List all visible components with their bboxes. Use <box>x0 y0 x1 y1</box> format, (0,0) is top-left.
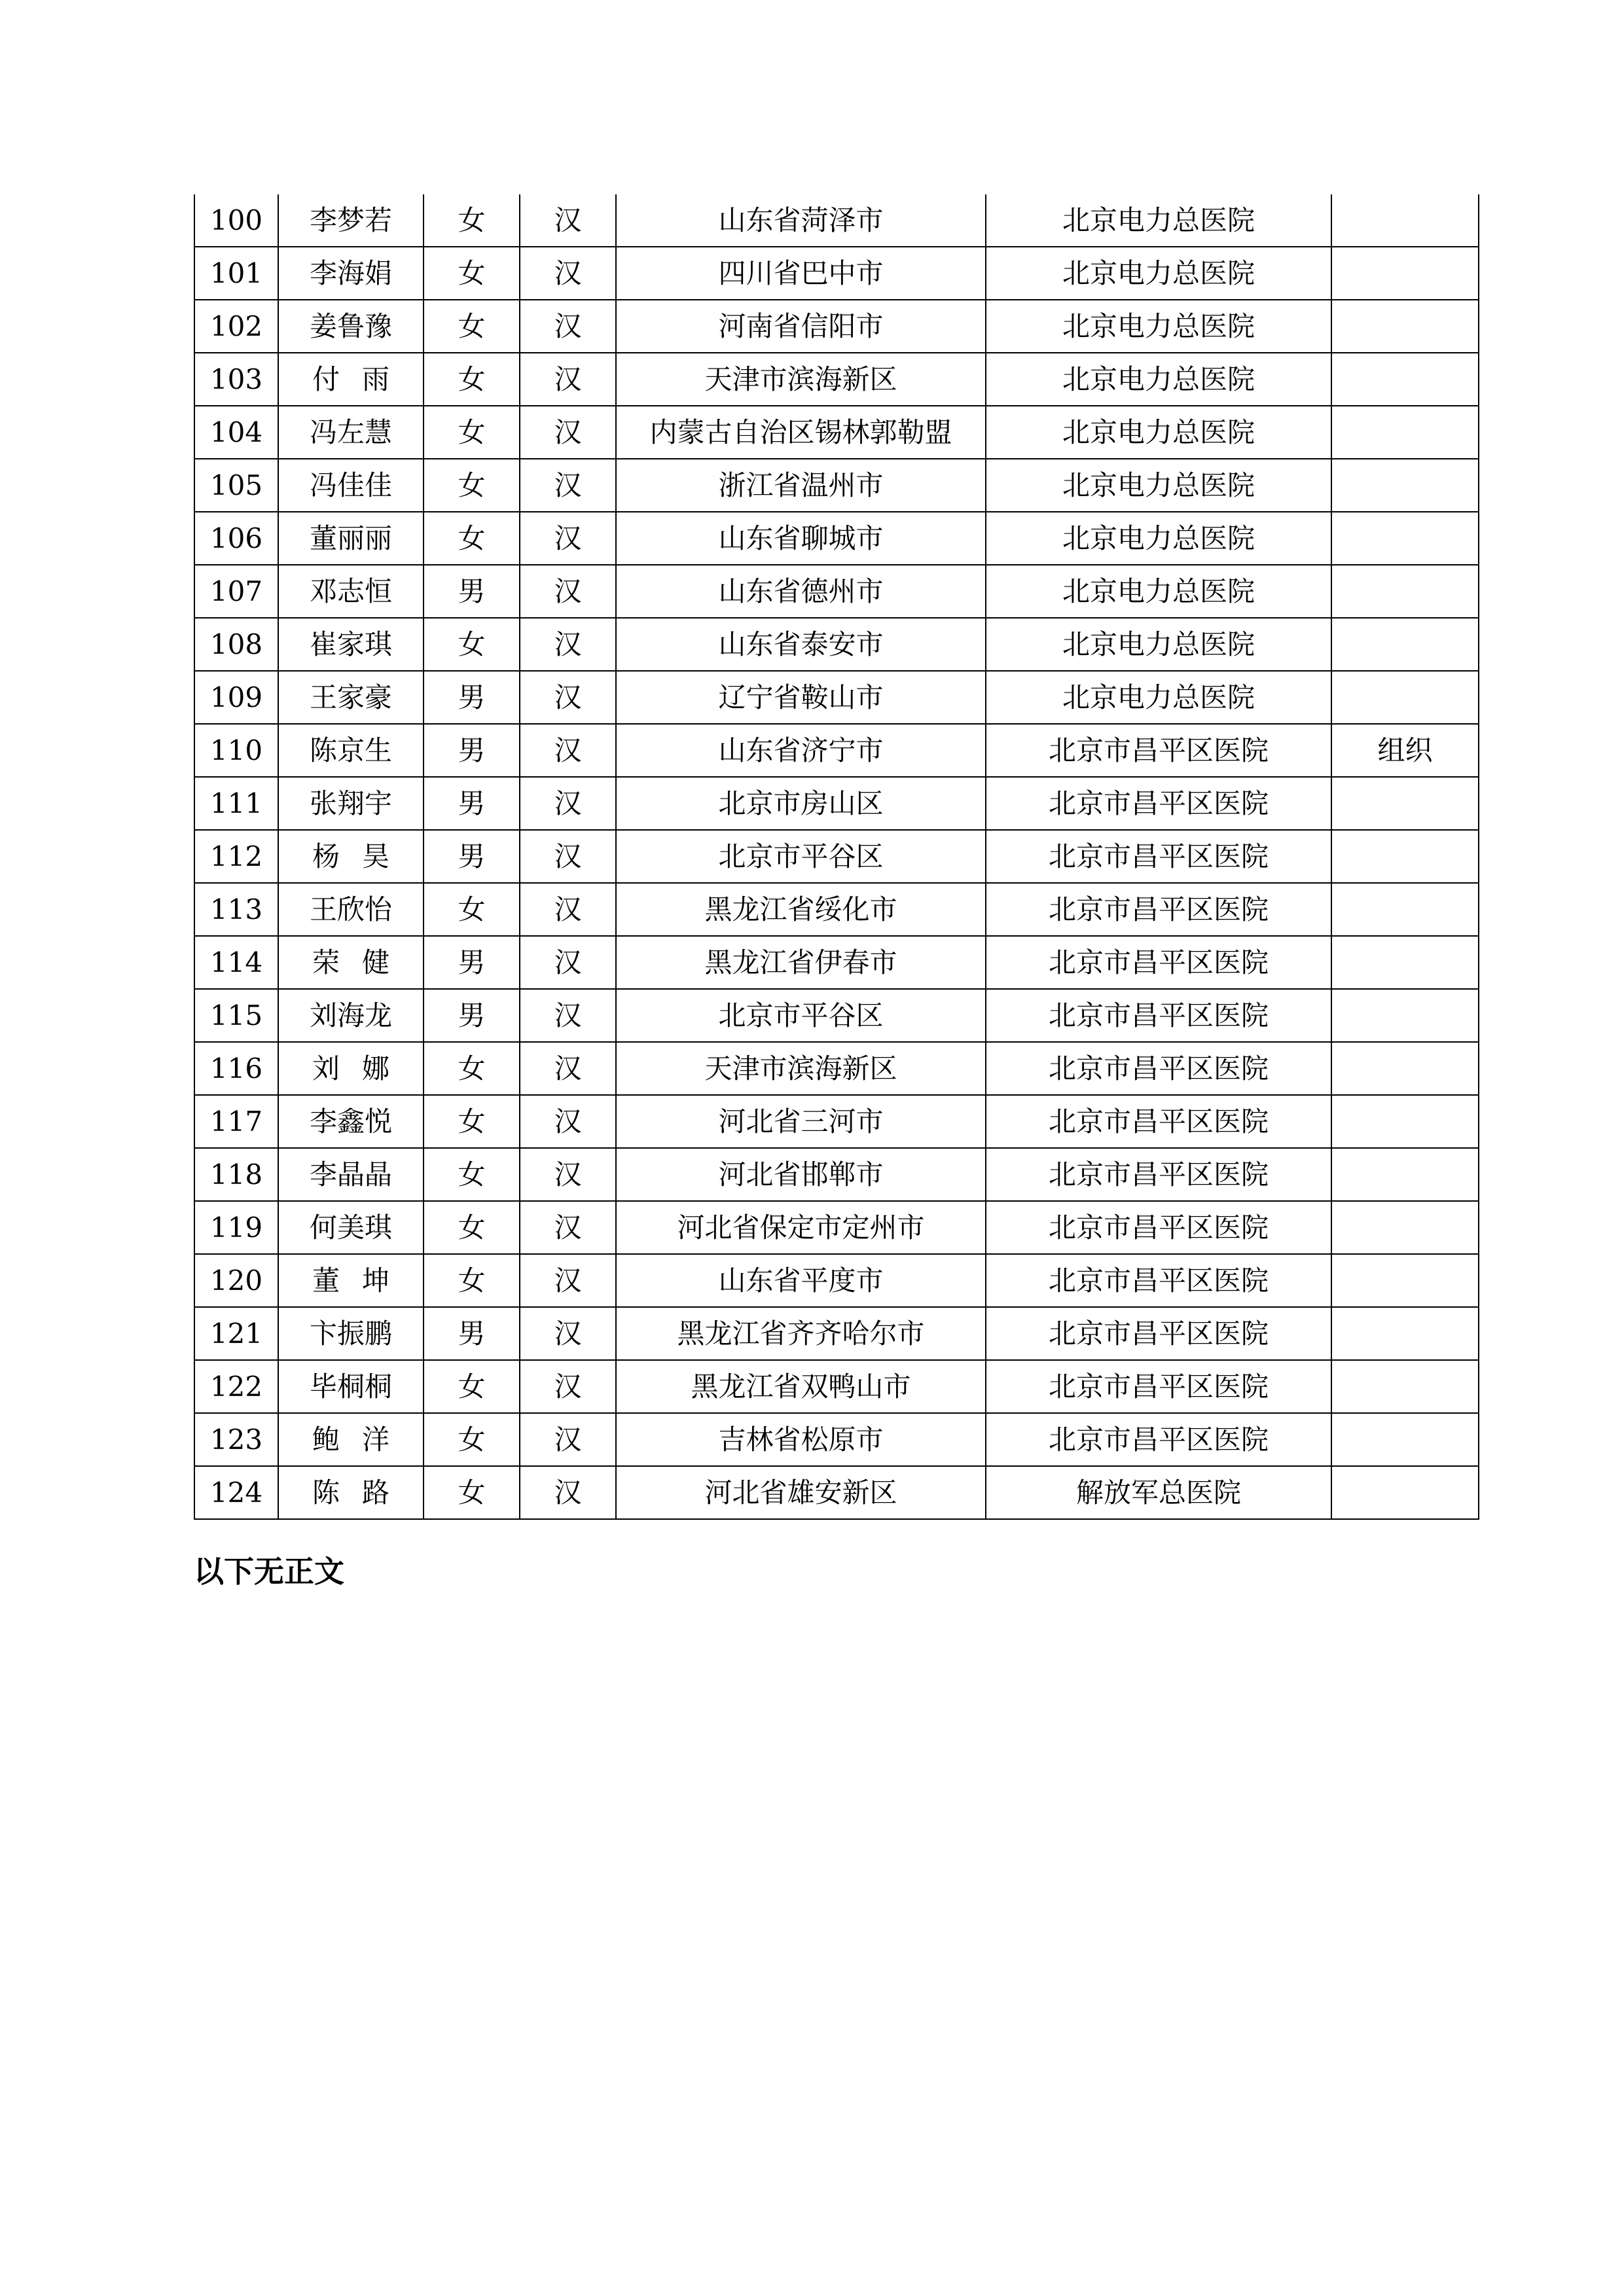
cell-number: 104 <box>194 406 278 459</box>
cell-gender: 女 <box>424 618 520 671</box>
cell-gender: 女 <box>424 247 520 300</box>
table-row <box>194 671 1479 724</box>
cell-ethnicity: 汉 <box>520 512 616 565</box>
table-row <box>194 830 1479 883</box>
cell-origin: 天津市滨海新区 <box>616 1042 986 1095</box>
cell-name: 姜鲁豫 <box>278 300 424 353</box>
cell-note <box>1331 989 1479 1042</box>
cell-note <box>1331 1360 1479 1413</box>
cell-number: 124 <box>194 1466 278 1519</box>
cell-name: 卞振鹏 <box>278 1307 424 1360</box>
cell-number: 103 <box>194 353 278 406</box>
cell-gender: 女 <box>424 1095 520 1148</box>
cell-gender: 女 <box>424 1201 520 1254</box>
cell-origin: 四川省巴中市 <box>616 247 986 300</box>
cell-name: 杨昊 <box>278 830 424 883</box>
cell-unit: 北京电力总医院 <box>986 512 1331 565</box>
cell-note <box>1331 883 1479 936</box>
cell-note <box>1331 459 1479 512</box>
cell-gender: 女 <box>424 1254 520 1307</box>
cell-note <box>1331 618 1479 671</box>
table-row <box>194 194 1479 247</box>
cell-gender: 男 <box>424 565 520 618</box>
cell-name: 崔家琪 <box>278 618 424 671</box>
cell-gender: 男 <box>424 724 520 777</box>
cell-name: 冯左慧 <box>278 406 424 459</box>
cell-gender: 男 <box>424 936 520 989</box>
table-row <box>194 247 1479 300</box>
cell-origin: 浙江省温州市 <box>616 459 986 512</box>
cell-gender: 女 <box>424 300 520 353</box>
roster-body <box>194 194 1479 1519</box>
cell-ethnicity: 汉 <box>520 1413 616 1466</box>
cell-unit: 北京电力总医院 <box>986 406 1331 459</box>
cell-origin: 山东省泰安市 <box>616 618 986 671</box>
cell-unit: 北京市昌平区医院 <box>986 830 1331 883</box>
cell-ethnicity: 汉 <box>520 300 616 353</box>
cell-ethnicity: 汉 <box>520 936 616 989</box>
cell-ethnicity: 汉 <box>520 1095 616 1148</box>
cell-origin: 天津市滨海新区 <box>616 353 986 406</box>
cell-ethnicity: 汉 <box>520 1466 616 1519</box>
cell-ethnicity: 汉 <box>520 1307 616 1360</box>
cell-note: 组织 <box>1331 724 1479 777</box>
cell-number: 113 <box>194 883 278 936</box>
cell-name: 荣健 <box>278 936 424 989</box>
cell-unit: 北京市昌平区医院 <box>986 1201 1331 1254</box>
cell-number: 116 <box>194 1042 278 1095</box>
cell-note <box>1331 1042 1479 1095</box>
cell-note <box>1331 1413 1479 1466</box>
roster-table <box>194 194 1479 1520</box>
cell-ethnicity: 汉 <box>520 724 616 777</box>
cell-unit: 北京电力总医院 <box>986 565 1331 618</box>
cell-ethnicity: 汉 <box>520 1201 616 1254</box>
cell-note <box>1331 300 1479 353</box>
table-row <box>194 777 1479 830</box>
cell-gender: 女 <box>424 406 520 459</box>
cell-name: 鲍洋 <box>278 1413 424 1466</box>
cell-note <box>1331 1201 1479 1254</box>
cell-ethnicity: 汉 <box>520 459 616 512</box>
cell-number: 122 <box>194 1360 278 1413</box>
cell-gender: 女 <box>424 883 520 936</box>
cell-ethnicity: 汉 <box>520 406 616 459</box>
cell-name: 王欣怡 <box>278 883 424 936</box>
cell-unit: 北京市昌平区医院 <box>986 936 1331 989</box>
cell-number: 107 <box>194 565 278 618</box>
cell-gender: 女 <box>424 1148 520 1201</box>
cell-origin: 山东省聊城市 <box>616 512 986 565</box>
cell-name: 李晶晶 <box>278 1148 424 1201</box>
cell-name: 何美琪 <box>278 1201 424 1254</box>
cell-gender: 女 <box>424 512 520 565</box>
cell-number: 100 <box>194 194 278 247</box>
cell-gender: 男 <box>424 671 520 724</box>
cell-number: 102 <box>194 300 278 353</box>
cell-ethnicity: 汉 <box>520 671 616 724</box>
cell-unit: 北京电力总医院 <box>986 194 1331 247</box>
cell-note <box>1331 353 1479 406</box>
table-row <box>194 406 1479 459</box>
cell-unit: 北京市昌平区医院 <box>986 1307 1331 1360</box>
table-row <box>194 618 1479 671</box>
cell-unit: 北京电力总医院 <box>986 353 1331 406</box>
cell-origin: 黑龙江省齐齐哈尔市 <box>616 1307 986 1360</box>
table-row <box>194 1413 1479 1466</box>
cell-name: 张翔宇 <box>278 777 424 830</box>
cell-ethnicity: 汉 <box>520 1360 616 1413</box>
cell-number: 105 <box>194 459 278 512</box>
cell-note <box>1331 1466 1479 1519</box>
cell-ethnicity: 汉 <box>520 247 616 300</box>
cell-note <box>1331 247 1479 300</box>
cell-ethnicity: 汉 <box>520 830 616 883</box>
cell-ethnicity: 汉 <box>520 1254 616 1307</box>
cell-note <box>1331 512 1479 565</box>
cell-number: 115 <box>194 989 278 1042</box>
cell-gender: 男 <box>424 777 520 830</box>
cell-gender: 男 <box>424 830 520 883</box>
cell-note <box>1331 1095 1479 1148</box>
cell-number: 118 <box>194 1148 278 1201</box>
cell-number: 109 <box>194 671 278 724</box>
cell-origin: 河北省邯郸市 <box>616 1148 986 1201</box>
cell-unit: 北京电力总医院 <box>986 300 1331 353</box>
cell-number: 108 <box>194 618 278 671</box>
cell-name: 邓志恒 <box>278 565 424 618</box>
cell-name: 冯佳佳 <box>278 459 424 512</box>
cell-ethnicity: 汉 <box>520 883 616 936</box>
cell-ethnicity: 汉 <box>520 565 616 618</box>
cell-origin: 北京市房山区 <box>616 777 986 830</box>
cell-unit: 北京市昌平区医院 <box>986 1148 1331 1201</box>
cell-ethnicity: 汉 <box>520 989 616 1042</box>
table-row <box>194 1201 1479 1254</box>
cell-unit: 北京市昌平区医院 <box>986 883 1331 936</box>
cell-origin: 黑龙江省双鸭山市 <box>616 1360 986 1413</box>
table-row <box>194 565 1479 618</box>
cell-gender: 男 <box>424 1307 520 1360</box>
cell-origin: 黑龙江省绥化市 <box>616 883 986 936</box>
cell-number: 120 <box>194 1254 278 1307</box>
cell-note <box>1331 1307 1479 1360</box>
cell-origin: 辽宁省鞍山市 <box>616 671 986 724</box>
table-row <box>194 1042 1479 1095</box>
cell-note <box>1331 671 1479 724</box>
cell-origin: 吉林省松原市 <box>616 1413 986 1466</box>
cell-gender: 女 <box>424 353 520 406</box>
cell-origin: 黑龙江省伊春市 <box>616 936 986 989</box>
table-row <box>194 1254 1479 1307</box>
cell-name: 董丽丽 <box>278 512 424 565</box>
cell-origin: 河南省信阳市 <box>616 300 986 353</box>
cell-unit: 北京电力总医院 <box>986 618 1331 671</box>
cell-number: 112 <box>194 830 278 883</box>
cell-note <box>1331 565 1479 618</box>
cell-number: 101 <box>194 247 278 300</box>
cell-gender: 女 <box>424 194 520 247</box>
cell-name: 陈京生 <box>278 724 424 777</box>
cell-origin: 北京市平谷区 <box>616 830 986 883</box>
cell-unit: 北京电力总医院 <box>986 459 1331 512</box>
cell-gender: 女 <box>424 1413 520 1466</box>
cell-unit: 北京市昌平区医院 <box>986 1254 1331 1307</box>
cell-ethnicity: 汉 <box>520 1148 616 1201</box>
cell-ethnicity: 汉 <box>520 194 616 247</box>
cell-number: 111 <box>194 777 278 830</box>
table-row <box>194 724 1479 777</box>
cell-unit: 北京市昌平区医院 <box>986 724 1331 777</box>
table-row <box>194 353 1479 406</box>
cell-origin: 山东省德州市 <box>616 565 986 618</box>
table-row <box>194 936 1479 989</box>
cell-name: 陈路 <box>278 1466 424 1519</box>
cell-name: 王家豪 <box>278 671 424 724</box>
cell-note <box>1331 830 1479 883</box>
table-row <box>194 459 1479 512</box>
table-row <box>194 1307 1479 1360</box>
cell-name: 董坤 <box>278 1254 424 1307</box>
cell-unit: 北京市昌平区医院 <box>986 1042 1331 1095</box>
cell-origin: 河北省三河市 <box>616 1095 986 1148</box>
cell-number: 106 <box>194 512 278 565</box>
cell-ethnicity: 汉 <box>520 777 616 830</box>
cell-gender: 女 <box>424 459 520 512</box>
cell-origin: 内蒙古自治区锡林郭勒盟 <box>616 406 986 459</box>
cell-ethnicity: 汉 <box>520 353 616 406</box>
cell-name: 付雨 <box>278 353 424 406</box>
table-row <box>194 300 1479 353</box>
cell-number: 117 <box>194 1095 278 1148</box>
cell-note <box>1331 777 1479 830</box>
cell-note <box>1331 406 1479 459</box>
cell-unit: 北京市昌平区医院 <box>986 777 1331 830</box>
cell-number: 119 <box>194 1201 278 1254</box>
cell-number: 121 <box>194 1307 278 1360</box>
cell-name: 李梦若 <box>278 194 424 247</box>
cell-gender: 女 <box>424 1042 520 1095</box>
cell-name: 刘娜 <box>278 1042 424 1095</box>
cell-number: 110 <box>194 724 278 777</box>
cell-name: 刘海龙 <box>278 989 424 1042</box>
cell-origin: 河北省保定市定州市 <box>616 1201 986 1254</box>
table-row <box>194 883 1479 936</box>
cell-number: 123 <box>194 1413 278 1466</box>
cell-gender: 女 <box>424 1466 520 1519</box>
cell-number: 114 <box>194 936 278 989</box>
cell-origin: 山东省济宁市 <box>616 724 986 777</box>
cell-origin: 河北省雄安新区 <box>616 1466 986 1519</box>
table-row <box>194 512 1479 565</box>
cell-gender: 女 <box>424 1360 520 1413</box>
cell-note <box>1331 194 1479 247</box>
table-row <box>194 1148 1479 1201</box>
cell-name: 李鑫悦 <box>278 1095 424 1148</box>
cell-note <box>1331 1148 1479 1201</box>
cell-unit: 北京市昌平区医院 <box>986 1413 1331 1466</box>
end-note: 以下无正文 <box>194 1554 344 1589</box>
cell-unit: 解放军总医院 <box>986 1466 1331 1519</box>
table-row <box>194 989 1479 1042</box>
cell-ethnicity: 汉 <box>520 1042 616 1095</box>
cell-unit: 北京电力总医院 <box>986 671 1331 724</box>
cell-name: 李海娟 <box>278 247 424 300</box>
cell-ethnicity: 汉 <box>520 618 616 671</box>
cell-unit: 北京电力总医院 <box>986 247 1331 300</box>
cell-unit: 北京市昌平区医院 <box>986 1360 1331 1413</box>
cell-unit: 北京市昌平区医院 <box>986 989 1331 1042</box>
cell-note <box>1331 1254 1479 1307</box>
cell-gender: 男 <box>424 989 520 1042</box>
cell-origin: 山东省平度市 <box>616 1254 986 1307</box>
table-row <box>194 1466 1479 1519</box>
cell-origin: 北京市平谷区 <box>616 989 986 1042</box>
cell-unit: 北京市昌平区医院 <box>986 1095 1331 1148</box>
cell-note <box>1331 936 1479 989</box>
table-row <box>194 1095 1479 1148</box>
cell-origin: 山东省菏泽市 <box>616 194 986 247</box>
table-row <box>194 1360 1479 1413</box>
cell-name: 毕桐桐 <box>278 1360 424 1413</box>
